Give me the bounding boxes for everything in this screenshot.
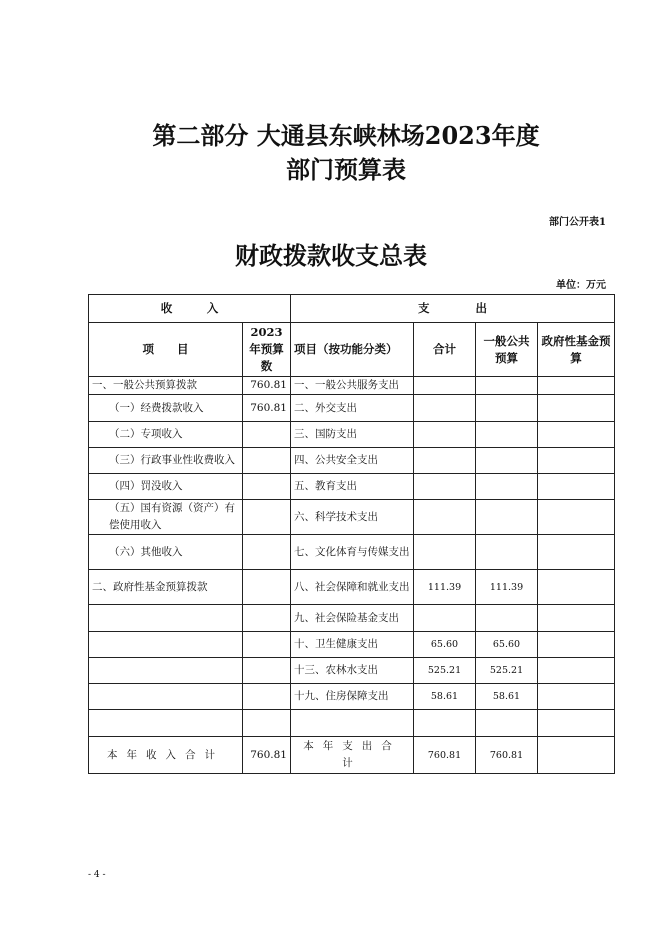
table-tag: 部门公开表1	[549, 217, 606, 228]
table-row	[89, 658, 615, 684]
expense-general	[476, 535, 538, 570]
expense-item: 四、公共安全支出	[291, 448, 414, 474]
expense-general	[476, 474, 538, 500]
expense-total	[414, 448, 476, 474]
expense-total: 65.60	[414, 632, 476, 658]
expense-fund	[538, 684, 615, 710]
expense-item: 十三、农林水支出	[291, 658, 414, 684]
expense-fund	[538, 395, 615, 422]
expense-fund	[538, 605, 615, 632]
expense-total: 111.39	[414, 570, 476, 605]
expense-fund	[538, 474, 615, 500]
expense-total	[414, 500, 476, 535]
income-item	[89, 605, 243, 632]
page-number: - 4 -	[88, 870, 106, 880]
income-value	[243, 422, 291, 448]
expense-header: 支 出	[291, 295, 615, 323]
income-item: 二、政府性基金预算拨款	[89, 570, 243, 605]
expense-fund	[538, 448, 615, 474]
income-value	[243, 448, 291, 474]
expense-general	[476, 448, 538, 474]
expense-fund	[538, 570, 615, 605]
table-row	[89, 632, 615, 658]
expense-item: 二、外交支出	[291, 395, 414, 422]
income-total-label: 本年收入合计	[89, 737, 243, 774]
income-value	[243, 658, 291, 684]
unit-label: 单位：万元	[556, 280, 606, 291]
expense-general	[476, 605, 538, 632]
income-item: （二）专项收入	[89, 422, 243, 448]
expense-general	[476, 395, 538, 422]
table-row	[89, 395, 615, 422]
income-value	[243, 570, 291, 605]
table-row	[89, 422, 615, 448]
expense-fund	[538, 422, 615, 448]
expense-fund	[538, 710, 615, 737]
budget-table	[88, 294, 615, 774]
expense-total-sum: 760.81	[414, 737, 476, 774]
table-row	[89, 500, 615, 535]
page-heading: 第二部分 大通县东峡林场2023年度	[152, 121, 540, 150]
expense-item	[291, 710, 414, 737]
expense-general	[476, 710, 538, 737]
income-item: （一）经费拨款收入	[89, 395, 243, 422]
expense-total-label: 本年支出合计	[291, 737, 414, 774]
expense-general: 525.21	[476, 658, 538, 684]
table-row	[89, 684, 615, 710]
income-total-value: 760.81	[243, 737, 291, 774]
expense-total	[414, 710, 476, 737]
expense-item: 一、一般公共服务支出	[291, 377, 414, 395]
income-item: （五）国有资源（资产）有偿使用收入	[89, 500, 243, 535]
expense-fund	[538, 658, 615, 684]
table-row	[89, 605, 615, 632]
table-row	[89, 377, 615, 395]
expense-item: 三、国防支出	[291, 422, 414, 448]
expense-fund-sum	[538, 737, 615, 774]
income-item	[89, 684, 243, 710]
expense-total	[414, 422, 476, 448]
expense-general: 58.61	[476, 684, 538, 710]
income-item	[89, 658, 243, 684]
table-row	[89, 448, 615, 474]
expense-fund	[538, 377, 615, 395]
income-item	[89, 632, 243, 658]
col-fund: 政府性基金预算	[538, 323, 615, 377]
income-item: 一、一般公共预算拨款	[89, 377, 243, 395]
income-header: 收 入	[89, 295, 291, 323]
col-item: 项 目	[89, 323, 243, 377]
income-value	[243, 710, 291, 737]
income-item	[89, 710, 243, 737]
expense-fund	[538, 500, 615, 535]
expense-total: 525.21	[414, 658, 476, 684]
table-row	[89, 535, 615, 570]
expense-total	[414, 395, 476, 422]
expense-fund	[538, 535, 615, 570]
income-value	[243, 535, 291, 570]
expense-item: 八、社会保障和就业支出	[291, 570, 414, 605]
expense-fund	[538, 632, 615, 658]
expense-general	[476, 422, 538, 448]
expense-item: 十、卫生健康支出	[291, 632, 414, 658]
expense-item: 五、教育支出	[291, 474, 414, 500]
expense-total: 58.61	[414, 684, 476, 710]
income-value	[243, 632, 291, 658]
table-row	[89, 570, 615, 605]
expense-item: 六、科学技术支出	[291, 500, 414, 535]
income-item: （三）行政事业性收费收入	[89, 448, 243, 474]
expense-item: 十九、住房保障支出	[291, 684, 414, 710]
income-value	[243, 684, 291, 710]
expense-item: 九、社会保险基金支出	[291, 605, 414, 632]
expense-total	[414, 474, 476, 500]
page-subheading: 部门预算表	[286, 155, 406, 184]
expense-general	[476, 500, 538, 535]
col-total: 合计	[414, 323, 476, 377]
income-value	[243, 500, 291, 535]
col-func-item: 项目（按功能分类）	[291, 323, 414, 377]
income-value: 760.81	[243, 395, 291, 422]
income-value: 760.81	[243, 377, 291, 395]
table-row	[89, 710, 615, 737]
expense-total	[414, 605, 476, 632]
expense-item: 七、文化体育与传媒支出	[291, 535, 414, 570]
expense-general: 111.39	[476, 570, 538, 605]
table-row	[89, 474, 615, 500]
income-value	[243, 605, 291, 632]
expense-general: 65.60	[476, 632, 538, 658]
expense-total	[414, 377, 476, 395]
income-item: （六）其他收入	[89, 535, 243, 570]
col-general: 一般公共预算	[476, 323, 538, 377]
expense-general	[476, 377, 538, 395]
col-budget: 2023年预算数	[243, 323, 291, 377]
totals-row	[89, 737, 615, 774]
income-value	[243, 474, 291, 500]
expense-general-sum: 760.81	[476, 737, 538, 774]
table-title: 财政拨款收支总表	[235, 241, 427, 270]
income-item: （四）罚没收入	[89, 474, 243, 500]
expense-total	[414, 535, 476, 570]
